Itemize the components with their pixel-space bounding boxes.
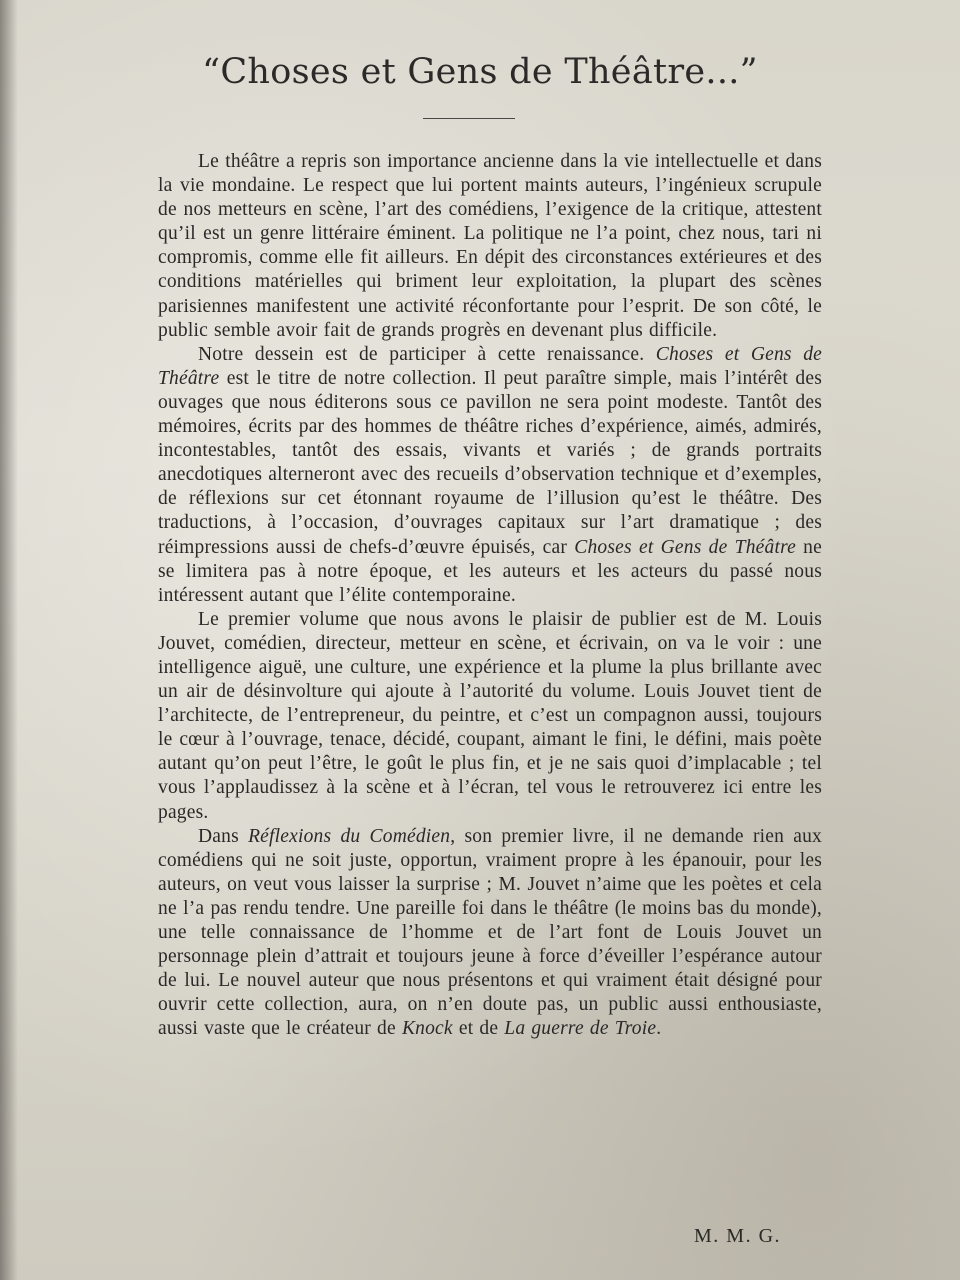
book-title: Réflexions du Comédien (248, 825, 451, 847)
collection-title: Choses et Gens de Théâtre (158, 343, 822, 389)
play-title: La guerre de Troie (504, 1018, 657, 1040)
page-title: “Choses et Gens de Théâtre...” (202, 52, 758, 92)
play-title: Knock (401, 1018, 453, 1040)
paragraph-2-text: Notre dessein est de participer à cette renaissance. (198, 343, 656, 365)
body-text (158, 150, 822, 1041)
paragraph-4-text: , son premier livre, il ne demande rien aux comédiens qui ne soit juste, opportun, vraiment propre à les épanouir, pour les auteurs, on veut vous laisser la surprise ; M. Jouvet n’aime que les poètes et cela ne l’a pas rendu tendre. Une pareille foi dans le théâtre (le moins bas du monde), une telle connaissance de l’homme et de l’art font de Louis Jouvet un personnage plein d’attrait et toujours jeune à force d’éveiller l’espérance autour de lui. Le nouvel auteur que nous présentons et qui vraiment était désigné pour ouvrir cette collection, aura, on n’en doute pas, un public aussi enthousiaste, aussi vaste que le créateur de (158, 825, 822, 1040)
paragraph-3: Le premier volume que nous avons le plaisir de publier est de M. Louis Jouvet, comédien, directeur, metteur en scène, et écrivain, on va le voir : une intelligence aiguë, une culture, une expérience et la plume la plus brillante avec un air de désinvolture qui ajoute à l’autorité du volume. Louis Jouvet tient de l’architecte, de l’entrepreneur, du peintre, et c’est un compagnon aussi, toujours le cœur à l’ouvrage, tenace, décidé, coupant, aimant le fini, le défini, mais poète autant qu’on peut l’être, le goût le plus fin, et je ne sais quoi d’implacable ; tel vous l’applaudissez à la scène et à l’écran, tel vous le retrouverez ici entre les pages. (158, 608, 822, 823)
signature-initials: M. M. G. (694, 1225, 782, 1247)
paragraph-4-text: et de (452, 1018, 505, 1040)
paragraph-4-text: . (656, 1018, 662, 1040)
title-divider (423, 118, 515, 119)
paragraph-2-text: ne se limitera pas à notre époque, et les auteurs et les acteurs du passé nous intéressent autant que l’élite contemporaine. (158, 536, 822, 606)
paragraph-2 (158, 343, 822, 608)
paragraph-4-text: Dans (198, 825, 249, 847)
collection-title: Choses et Gens de Théâtre (574, 536, 796, 558)
paragraph-1: Le théâtre a repris son importance ancienne dans la vie intellectuelle et dans la vie mondaine. Le respect que lui portent maints auteurs, l’ingénieux scrupule de nos metteurs en scène, l’art des comédiens, l’exigence de la critique, attestent qu’il est un genre littéraire éminent. La politique ne l’a point, chez nous, tari ni compromis, comme elle fit ailleurs. En dépit des circonstances extérieures et des conditions matérielles qui briment leur exploitation, la plupart des scènes parisiennes manifestent une activité réconfortante pour l’esprit. De son côté, le public semble avoir fait de grands progrès en devenant plus difficile. (158, 151, 822, 341)
paragraph-4 (158, 825, 822, 1042)
page-edge-shadow (0, 0, 18, 1280)
paragraph-2-text: est le titre de notre collection. Il peut paraître simple, mais l’intérêt des ouvages que nous éditerons sous ce pavillon ne sera point modeste. Tantôt des mémoires, écrits par des hommes de théâtre riches d’expérience, aimés, admirés, incontestables, tantôt des essais, vivants et variés ; de grands portraits anecdotiques alterneront avec des recueils d’observation technique et d’exemples, de réflexions sur cet étonnant royaume de l’illusion qu’est le théâtre. Des traductions, à l’occasion, d’ouvrages capitaux sur l’art dramatique ; des réimpressions aussi de chefs-d’œuvre épuisés, car (158, 367, 822, 558)
